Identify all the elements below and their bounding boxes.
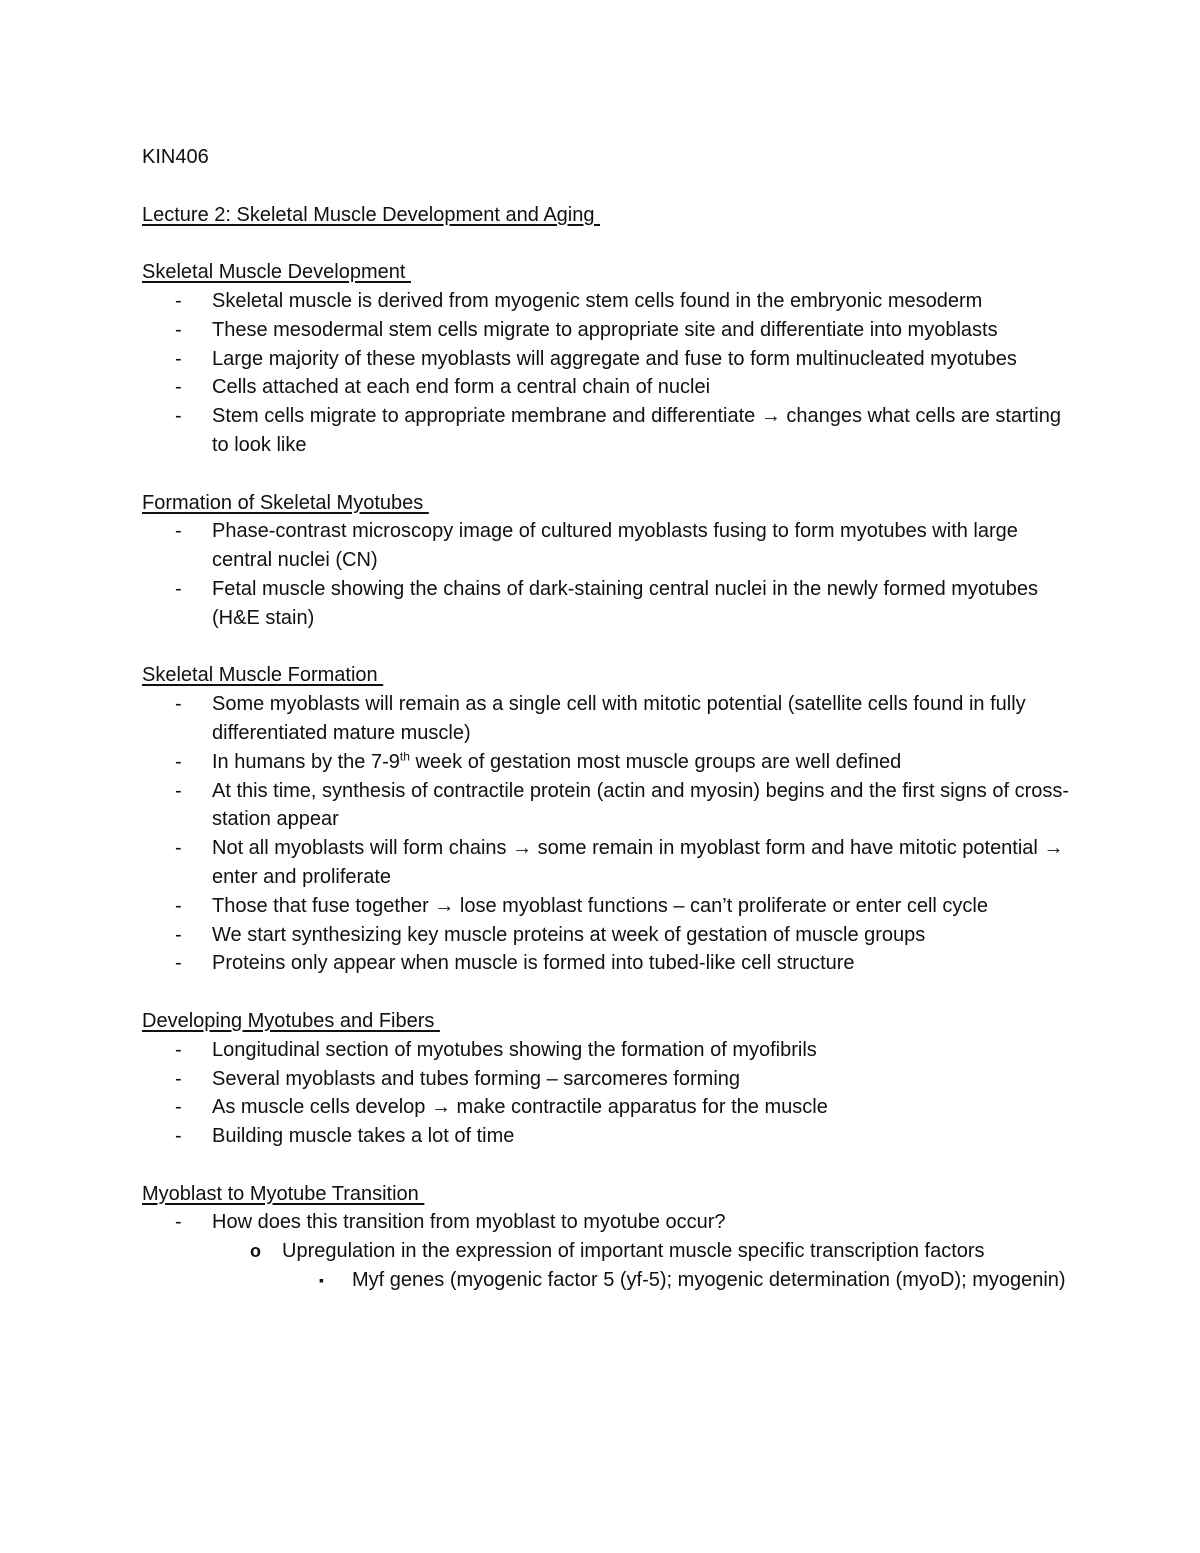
list-item: - Longitudinal section of myotubes showing the formation of myofibrils <box>142 1036 1082 1065</box>
list-item: - As muscle cells develop → make contractile apparatus for the muscle <box>142 1093 1082 1122</box>
blank-line <box>142 172 1082 201</box>
list-item: - Skeletal muscle is derived from myogenic stem cells found in the embryonic mesoderm <box>142 287 1082 316</box>
section-heading-formation: Skeletal Muscle Formation <box>142 664 384 687</box>
dash-bullet: - <box>175 520 182 543</box>
list-item: - Building muscle takes a lot of time <box>142 1122 1082 1151</box>
dash-bullet: - <box>175 289 182 312</box>
lecture-title: Lecture 2: Skeletal Muscle Development and Aging <box>142 203 601 226</box>
dash-bullet: - <box>175 750 182 773</box>
dash-bullet: - <box>175 1125 182 1148</box>
square-bullet-icon: ▪ <box>319 1272 324 1289</box>
list-item: - Phase-contrast microscopy image of cultured myoblasts fusing to form myotubes with large central nuclei (CN) <box>142 517 1082 575</box>
sub-list-item: o Upregulation in the expression of important muscle specific transcription factors <box>142 1237 1082 1266</box>
section-heading-myotubes: Formation of Skeletal Myotubes <box>142 491 429 514</box>
list-item: - These mesodermal stem cells migrate to appropriate site and differentiate into myoblasts <box>142 316 1082 345</box>
bullet-list-fibers <box>142 1036 1082 1151</box>
list-item: - Not all myoblasts will form chains → some remain in myoblast form and have mitotic potential → enter and proliferate <box>142 834 1082 892</box>
blank-line <box>142 978 1082 1007</box>
right-arrow-icon: → <box>512 837 533 860</box>
right-arrow-icon: → <box>430 1096 451 1119</box>
dash-bullet: - <box>175 577 182 600</box>
dash-bullet: - <box>175 693 182 716</box>
list-item: - Stem cells migrate to appropriate membrane and differentiate → changes what cells are starting to look like <box>142 402 1082 460</box>
list-item: - How does this transition from myoblast to myotube occur? <box>142 1208 1082 1237</box>
document-page <box>142 143 1082 1295</box>
dash-bullet: - <box>175 376 182 399</box>
list-item: - At this time, synthesis of contractile protein (actin and myosin) begins and the first signs of cross-station appear <box>142 777 1082 835</box>
list-item: - Cells attached at each end form a central chain of nuclei <box>142 373 1082 402</box>
dash-bullet: - <box>175 779 182 802</box>
blank-line <box>142 633 1082 662</box>
dash-bullet: - <box>175 1038 182 1061</box>
list-item: - Some myoblasts will remain as a single cell with mitotic potential (satellite cells found in fully differentiated mature muscle) <box>142 690 1082 748</box>
bullet-list-transition <box>142 1208 1082 1294</box>
dash-bullet: - <box>175 923 182 946</box>
dash-bullet: - <box>175 1067 182 1090</box>
circle-bullet-icon: o <box>250 1241 261 1262</box>
section-heading-fibers: Developing Myotubes and Fibers <box>142 1009 440 1032</box>
list-item: - Several myoblasts and tubes forming – sarcomeres forming <box>142 1065 1082 1094</box>
list-item: - Proteins only appear when muscle is formed into tubed-like cell structure <box>142 949 1082 978</box>
dash-bullet: - <box>175 1096 182 1119</box>
right-arrow-icon: → <box>1043 837 1064 860</box>
dash-bullet: - <box>175 318 182 341</box>
bullet-list-formation <box>142 690 1082 978</box>
list-item: - In humans by the 7-9th week of gestation most muscle groups are well defined <box>142 748 1082 777</box>
dash-bullet: - <box>175 347 182 370</box>
dash-bullet: - <box>175 405 182 428</box>
blank-line <box>142 229 1082 258</box>
dash-bullet: - <box>175 952 182 975</box>
blank-line <box>142 460 1082 489</box>
list-item: - Fetal muscle showing the chains of dark-staining central nuclei in the newly formed myotubes (H&E stain) <box>142 575 1082 633</box>
superscript: th <box>399 749 410 764</box>
list-item: - Those that fuse together → lose myoblast functions – can’t proliferate or enter cell cycle <box>142 892 1082 921</box>
bullet-list-myotubes <box>142 517 1082 632</box>
list-item: - We start synthesizing key muscle proteins at week of gestation of muscle groups <box>142 921 1082 950</box>
blank-line <box>142 1151 1082 1180</box>
dash-bullet: - <box>175 1211 182 1234</box>
section-heading-development: Skeletal Muscle Development <box>142 261 412 284</box>
right-arrow-icon: → <box>434 894 455 917</box>
sub-sub-list-item: ▪ Myf genes (myogenic factor 5 (yf-5); myogenic determination (myoD); myogenin) <box>142 1266 1082 1295</box>
dash-bullet: - <box>175 837 182 860</box>
course-code: KIN406 <box>142 146 209 168</box>
list-item: - Large majority of these myoblasts will aggregate and fuse to form multinucleated myotubes <box>142 345 1082 374</box>
dash-bullet: - <box>175 894 182 917</box>
section-heading-transition: Myoblast to Myotube Transition <box>142 1182 425 1205</box>
right-arrow-icon: → <box>760 405 781 428</box>
bullet-list-development <box>142 287 1082 460</box>
